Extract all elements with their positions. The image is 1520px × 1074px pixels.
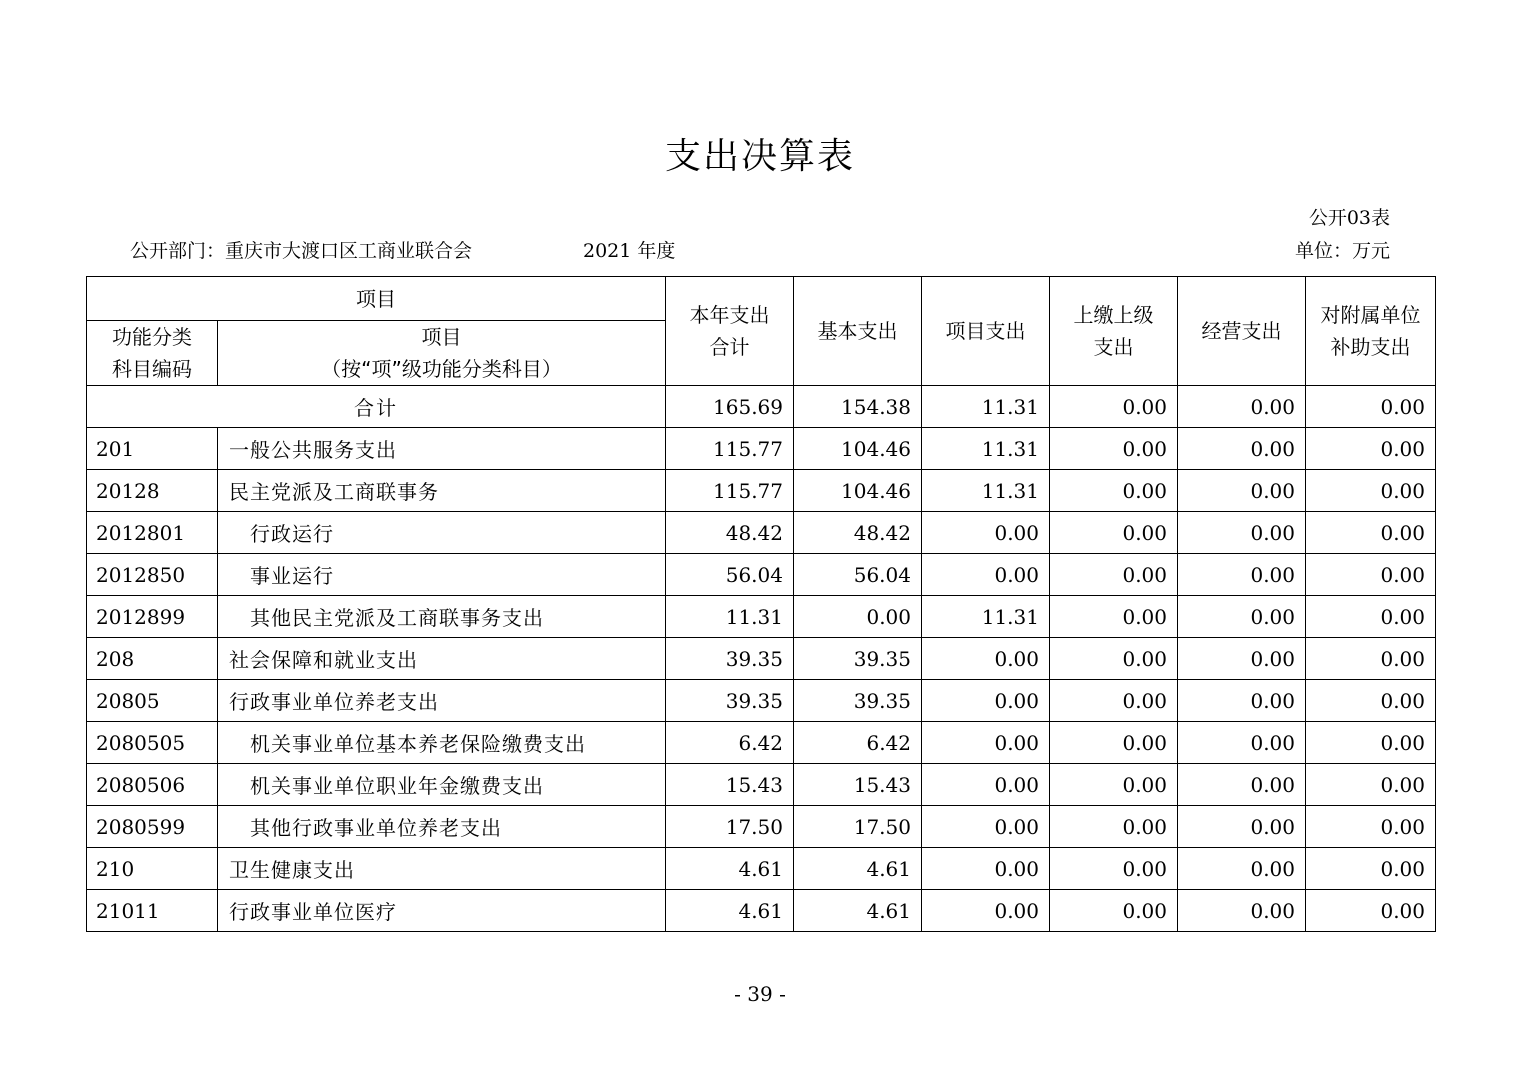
row-value: 4.61 [794, 890, 922, 932]
row-value: 0.00 [922, 848, 1050, 890]
row-name: 行政运行 [218, 512, 666, 554]
total-header: 本年支出 合计 [666, 277, 794, 386]
row-value: 0.00 [1050, 848, 1178, 890]
row-value: 0.00 [922, 890, 1050, 932]
row-code: 210 [87, 848, 218, 890]
row-value: 48.42 [666, 512, 794, 554]
table-row [87, 680, 1436, 722]
row-name: 其他民主党派及工商联事务支出 [218, 596, 666, 638]
row-value: 0.00 [922, 554, 1050, 596]
row-value: 4.61 [794, 848, 922, 890]
total-label: 合计 [87, 386, 666, 428]
row-code: 20128 [87, 470, 218, 512]
total-value: 0.00 [1306, 386, 1436, 428]
row-name: 一般公共服务支出 [218, 428, 666, 470]
row-value: 56.04 [666, 554, 794, 596]
row-code: 2012850 [87, 554, 218, 596]
page-number: - 39 - [734, 982, 786, 1006]
row-value: 0.00 [922, 722, 1050, 764]
row-value: 115.77 [666, 470, 794, 512]
row-value: 0.00 [1178, 596, 1306, 638]
code-header: 功能分类 科目编码 [87, 321, 218, 386]
row-value: 39.35 [666, 638, 794, 680]
row-name: 机关事业单位职业年金缴费支出 [218, 764, 666, 806]
total-value: 0.00 [1050, 386, 1178, 428]
row-value: 0.00 [1306, 890, 1436, 932]
row-value: 0.00 [1050, 596, 1178, 638]
row-value: 0.00 [1306, 806, 1436, 848]
row-value: 0.00 [1178, 554, 1306, 596]
row-value: 0.00 [1050, 764, 1178, 806]
table-row [87, 512, 1436, 554]
total-value: 165.69 [666, 386, 794, 428]
row-value: 0.00 [1050, 890, 1178, 932]
table-row [87, 722, 1436, 764]
table-row [87, 806, 1436, 848]
row-code: 21011 [87, 890, 218, 932]
row-value: 0.00 [1306, 722, 1436, 764]
row-value: 0.00 [922, 512, 1050, 554]
project-header: 项目支出 [922, 277, 1050, 386]
row-value: 11.31 [922, 428, 1050, 470]
row-name: 其他行政事业单位养老支出 [218, 806, 666, 848]
row-value: 0.00 [1050, 722, 1178, 764]
row-name: 行政事业单位医疗 [218, 890, 666, 932]
row-value: 48.42 [794, 512, 922, 554]
row-value: 0.00 [1178, 470, 1306, 512]
row-value: 0.00 [1178, 890, 1306, 932]
row-code: 2080505 [87, 722, 218, 764]
row-code: 2012899 [87, 596, 218, 638]
row-value: 0.00 [1306, 554, 1436, 596]
row-value: 6.42 [666, 722, 794, 764]
row-code: 20805 [87, 680, 218, 722]
row-code: 2012801 [87, 512, 218, 554]
row-value: 0.00 [1178, 764, 1306, 806]
subsidy-header: 对附属单位 补助支出 [1306, 277, 1436, 386]
row-value: 0.00 [1050, 512, 1178, 554]
row-value: 115.77 [666, 428, 794, 470]
row-value: 0.00 [1306, 848, 1436, 890]
row-code: 208 [87, 638, 218, 680]
row-value: 0.00 [1050, 638, 1178, 680]
row-value: 0.00 [1306, 596, 1436, 638]
row-value: 0.00 [922, 806, 1050, 848]
table-row [87, 596, 1436, 638]
row-value: 0.00 [922, 680, 1050, 722]
year-label: 2021 年度 [583, 240, 676, 262]
row-code: 201 [87, 428, 218, 470]
row-value: 0.00 [1306, 680, 1436, 722]
row-name: 行政事业单位养老支出 [218, 680, 666, 722]
row-value: 4.61 [666, 848, 794, 890]
row-value: 104.46 [794, 470, 922, 512]
row-code: 2080506 [87, 764, 218, 806]
row-name: 事业运行 [218, 554, 666, 596]
row-value: 0.00 [794, 596, 922, 638]
row-value: 0.00 [1050, 806, 1178, 848]
row-value: 0.00 [1306, 512, 1436, 554]
row-value: 0.00 [1178, 848, 1306, 890]
row-value: 39.35 [666, 680, 794, 722]
row-value: 0.00 [1306, 428, 1436, 470]
row-name: 卫生健康支出 [218, 848, 666, 890]
row-value: 11.31 [666, 596, 794, 638]
row-code: 2080599 [87, 806, 218, 848]
row-value: 0.00 [1306, 764, 1436, 806]
row-value: 6.42 [794, 722, 922, 764]
row-value: 17.50 [794, 806, 922, 848]
row-value: 39.35 [794, 680, 922, 722]
table-row [87, 554, 1436, 596]
row-value: 0.00 [922, 764, 1050, 806]
row-value: 0.00 [1050, 554, 1178, 596]
row-value: 0.00 [1178, 806, 1306, 848]
row-name: 社会保障和就业支出 [218, 638, 666, 680]
table-row [87, 470, 1436, 512]
row-value: 15.43 [794, 764, 922, 806]
row-value: 0.00 [922, 638, 1050, 680]
row-value: 0.00 [1178, 512, 1306, 554]
row-value: 4.61 [666, 890, 794, 932]
expenditure-table [86, 276, 1436, 932]
row-value: 11.31 [922, 596, 1050, 638]
row-value: 0.00 [1178, 638, 1306, 680]
row-value: 17.50 [666, 806, 794, 848]
basic-header: 基本支出 [794, 277, 922, 386]
row-value: 104.46 [794, 428, 922, 470]
unit-label: 单位：万元 [1294, 240, 1390, 262]
row-value: 11.31 [922, 470, 1050, 512]
row-value: 0.00 [1306, 638, 1436, 680]
row-value: 0.00 [1050, 680, 1178, 722]
row-value: 39.35 [794, 638, 922, 680]
row-value: 0.00 [1050, 470, 1178, 512]
upper-header: 上缴上级 支出 [1050, 277, 1178, 386]
table-row [87, 428, 1436, 470]
total-value: 0.00 [1178, 386, 1306, 428]
table-row [87, 848, 1436, 890]
row-name: 民主党派及工商联事务 [218, 470, 666, 512]
row-value: 0.00 [1050, 428, 1178, 470]
form-number: 公开03表 [1308, 207, 1390, 229]
item-group-header: 项目 [87, 277, 666, 321]
row-value: 15.43 [666, 764, 794, 806]
name-header: 项目 （按“项”级功能分类科目） [218, 321, 666, 386]
department-label: 公开部门：重庆市大渡口区工商业联合会 [130, 240, 473, 262]
total-value: 11.31 [922, 386, 1050, 428]
table-row [87, 764, 1436, 806]
row-name: 机关事业单位基本养老保险缴费支出 [218, 722, 666, 764]
row-value: 0.00 [1178, 722, 1306, 764]
business-header: 经营支出 [1178, 277, 1306, 386]
table-row [87, 638, 1436, 680]
table-row [87, 890, 1436, 932]
total-row [87, 386, 1436, 428]
row-value: 0.00 [1178, 680, 1306, 722]
row-value: 0.00 [1306, 470, 1436, 512]
row-value: 0.00 [1178, 428, 1306, 470]
page-title: 支出决算表 [664, 136, 855, 177]
row-value: 56.04 [794, 554, 922, 596]
total-value: 154.38 [794, 386, 922, 428]
